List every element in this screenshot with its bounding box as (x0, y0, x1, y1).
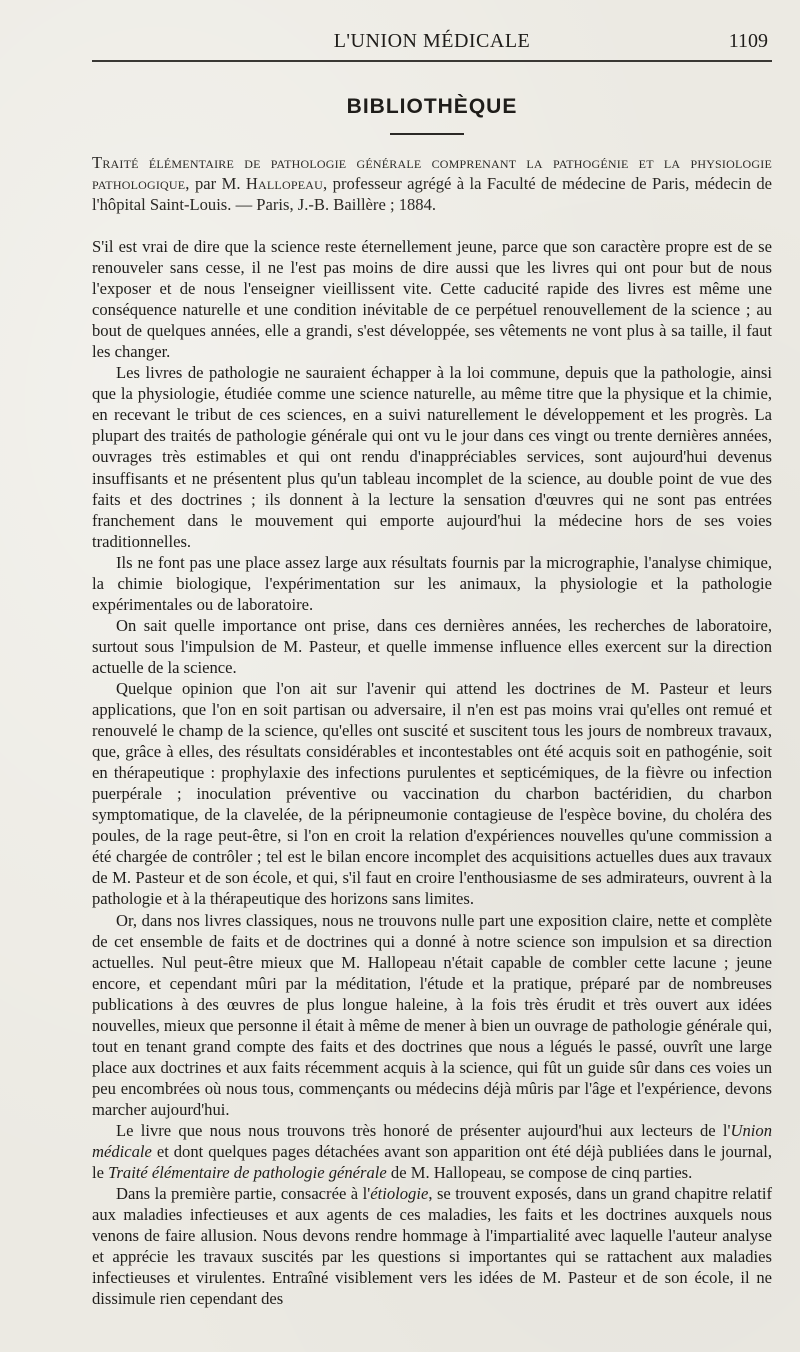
paragraph-8-text-a: Dans la première partie, consacrée à l' (116, 1184, 371, 1204)
running-title: L'UNION MÉDICALE (333, 30, 531, 52)
etiology-term: étiologie (370, 1184, 429, 1204)
paragraph-5: Quelque opinion que l'on ait sur l'avenir qui attend les doctrines de M. Pasteur et leurs applications, que l'on en soit partisan ou adversaire, il n'en est pas moins vrai qu'elles ont remué et renouvelé le champ de la science, qu'elles ont suscité et suscitent tous les jours de nombreux travaux, que, grâce à elles, des résultats considérables et incontestables ont été acquis soit en pathogénie, soit en thérapeutique : prophylaxie des infections purulentes et septicémiques, de la fièvre ou infection puerpérale ; inoculation préventive ou vaccination du charbon bactéridien, du charbon symptomatique, de la clavelée, de la péripneumonie contagieuse de l'espèce bovine, du choléra des poules, de la rage peut-être, si l'on en croit la relation d'expériences nouvelles qu'une commission a été chargée de contrôler ; tel est le bilan encore incomplet des acquisitions actuelles dues aux travaux de M. Pasteur et de son école, et qui, s'il faut en croire l'enthousiasme de ses admirateurs, ouvrent à la pathologie et à la thérapeutique des horizons sans limites. (92, 678, 772, 909)
book-name: Traité élémentaire de pathologie générale (108, 1163, 387, 1183)
paragraph-4: On sait quelle importance ont prise, dans ces dernières années, les recherches de laboratoire, surtout sous l'impulsion de M. Pasteur, et quelle immense influence elles exercent sur la direction actuelle de la science. (92, 615, 772, 677)
running-header (92, 30, 772, 60)
paragraph-8 (92, 1183, 772, 1309)
paragraph-7-text-c: de M. Hallopeau, se compose de cinq parties. (386, 1163, 693, 1183)
title-rule (390, 133, 464, 135)
citation-book-title: Traité élémentaire de pathologie générale comprenant la pathogénie et la physiologie pathologique, (92, 153, 772, 193)
header-rule (92, 60, 772, 62)
page-number: 1109 (728, 30, 768, 52)
paragraph-8-text-b: , se trouvent exposés, dans un grand chapitre relatif aux maladies infectieuses et aux agents de ces maladies, les faits et les doctrines auxquels nous venons de faire allusion. Nous devons rendre hommage à l'impartialité avec laquelle l'auteur analyse et apprécie les travaux suscités par les questions si importantes qui se rattachent aux maladies infectieuses et virulentes. Entraîné visiblement vers les idées de M. Pasteur et de son école, il ne dissimule rien cependant des (92, 1184, 772, 1309)
article-body (92, 236, 772, 1309)
citation-details: professeur agrégé à la Faculté de médecine de Paris, médecin de l'hôpital Saint-Louis. — Paris, J.-B. Baillère ; 1884. (92, 174, 772, 214)
paragraph-6: Or, dans nos livres classiques, nous ne trouvons nulle part une exposition claire, nette et complète de cet ensemble de faits et de doctrines qui a donné à notre science son impulsion et sa direction actuelles. Nul peut-être mieux que M. Hallopeau n'était capable de combler cette lacune ; jeune encore, et cependant mûri par la méditation, l'étude et la pratique, préparé par de nombreuses publications à des œuvres de plus longue haleine, à la fois très érudit et très ouvert aux idées nouvelles, mieux que personne il était à même de mener à bien un ouvrage de pathologie générale qui, tout en tenant grand compte des faits et des doctrines que nous a légués le passé, ouvrît une large place aux doctrines et aux faits récemment acquis à la science, qui fût un guide sûr dans ces voies un peu encombrées où nous tous, commençants ou médecins déjà mûris par l'âge et l'expérience, devons marcher aujourd'hui. (92, 910, 772, 1119)
book-citation (92, 152, 772, 215)
paragraph-1: S'il est vrai de dire que la science reste éternellement jeune, parce que son caractère propre est de se renouveler sans cesse, il ne l'est pas moins de dire aussi que les livres qui ont pour but de nous l'exposer et de nous l'enseigner vieillissent vite. Cette caducité rapide des livres est même une conséquence naturelle et une condition inévitable de ce perpétuel renouvellement de la science ; au bout de quelques années, elle a grandi, s'est développée, ses vêtements ne vont plus à sa taille, il faut les changer. (92, 237, 772, 362)
paragraph-3: Ils ne font pas une place assez large aux résultats fournis par la micrographie, l'analyse chimique, la chimie biologique, l'expérimentation sur les animaux, la physiologie et la pathologie expérimentales ou de laboratoire. (92, 552, 772, 614)
paragraph-7-text-b: et dont quelques pages détachées avant son apparition ont été déjà publiées dans le journal, le (92, 1142, 772, 1183)
journal-name: Union médicale (92, 1120, 772, 1162)
citation-author: Hallopeau, (245, 174, 328, 193)
citation-by: par M. (189, 174, 246, 193)
paragraph-7 (92, 1120, 772, 1183)
paragraph-7-text-a: Le livre que nous nous trouvons très honoré de présenter aujourd'hui aux lecteurs de l' (116, 1120, 731, 1140)
section-title: BIBLIOTHÈQUE (346, 95, 518, 118)
paragraph-2: Les livres de pathologie ne sauraient échapper à la loi commune, depuis que la pathologie, ainsi que la physiologie, étudiée comme une science naturelle, au même titre que la physique et la chimie, en recevant le tribut de ces sciences, en a suivi naturellement le développement et les progrès. La plupart des traités de pathologie générale qui ont vu le jour dans ces vingt ou trente dernières années, ouvrages très estimables et qui ont rendu d'inappréciables services, sont aujourd'hui devenus insuffisants et ne présentent plus qu'un tableau incomplet de la science, au double point de vue des faits et des doctrines ; ils donnent à la lecture la sensation d'œuvres qui ne sont pas entrées franchement dans le mouvement qui emporte aujourd'hui la médecine hors de ses voies traditionnelles. (92, 363, 772, 551)
